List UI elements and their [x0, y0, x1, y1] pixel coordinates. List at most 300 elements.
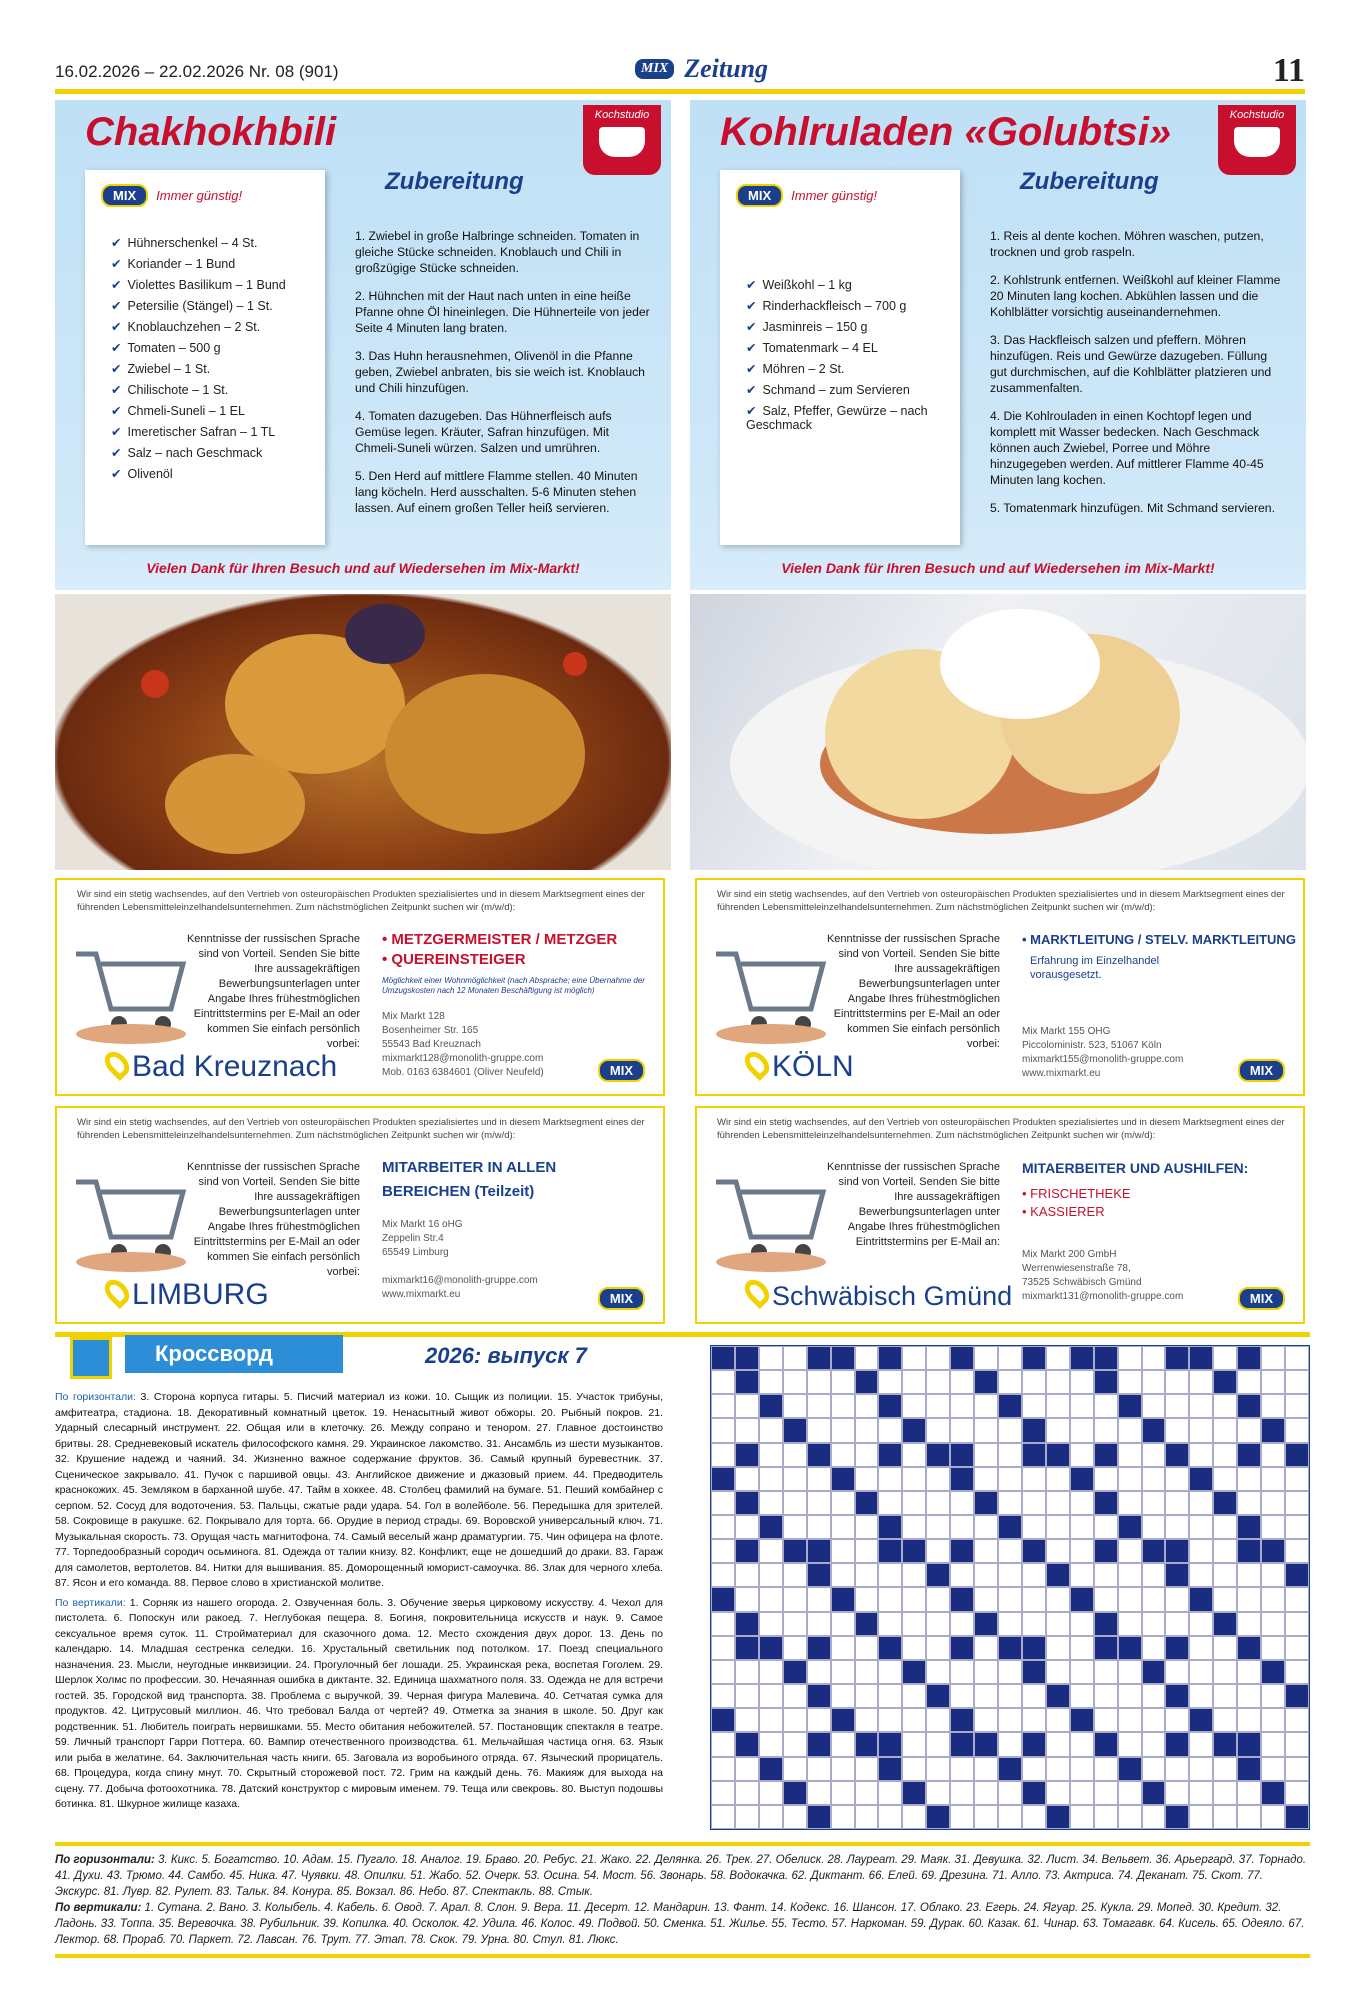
crossword-cell[interactable] — [998, 1587, 1022, 1611]
crossword-cell[interactable] — [711, 1660, 735, 1684]
crossword-cell[interactable] — [1165, 1660, 1189, 1684]
crossword-cell[interactable] — [711, 1805, 735, 1829]
crossword-cell[interactable] — [807, 1636, 831, 1660]
crossword-cell[interactable] — [998, 1443, 1022, 1467]
crossword-cell[interactable] — [735, 1612, 759, 1636]
crossword-cell[interactable] — [1189, 1370, 1213, 1394]
crossword-cell[interactable] — [807, 1612, 831, 1636]
crossword-cell[interactable] — [950, 1346, 974, 1370]
crossword-cell[interactable] — [759, 1394, 783, 1418]
crossword-cell[interactable] — [926, 1563, 950, 1587]
crossword-cell[interactable] — [878, 1563, 902, 1587]
crossword-cell[interactable] — [759, 1757, 783, 1781]
crossword-cell[interactable] — [1118, 1346, 1142, 1370]
crossword-cell[interactable] — [1237, 1346, 1261, 1370]
crossword-cell[interactable] — [1070, 1467, 1094, 1491]
crossword-cell[interactable] — [926, 1660, 950, 1684]
crossword-cell[interactable] — [974, 1636, 998, 1660]
crossword-cell[interactable] — [1285, 1684, 1309, 1708]
crossword-cell[interactable] — [759, 1491, 783, 1515]
crossword-cell[interactable] — [878, 1443, 902, 1467]
crossword-cell[interactable] — [974, 1757, 998, 1781]
crossword-cell[interactable] — [759, 1587, 783, 1611]
crossword-cell[interactable] — [783, 1467, 807, 1491]
crossword-cell[interactable] — [1189, 1418, 1213, 1442]
crossword-cell[interactable] — [1094, 1636, 1118, 1660]
crossword-cell[interactable] — [902, 1443, 926, 1467]
crossword-cell[interactable] — [855, 1370, 879, 1394]
crossword-cell[interactable] — [1189, 1684, 1213, 1708]
crossword-cell[interactable] — [1118, 1467, 1142, 1491]
crossword-cell[interactable] — [926, 1805, 950, 1829]
crossword-cell[interactable] — [1237, 1636, 1261, 1660]
crossword-cell[interactable] — [1189, 1394, 1213, 1418]
crossword-cell[interactable] — [1189, 1587, 1213, 1611]
crossword-cell[interactable] — [807, 1515, 831, 1539]
crossword-cell[interactable] — [902, 1805, 926, 1829]
crossword-cell[interactable] — [711, 1370, 735, 1394]
crossword-cell[interactable] — [1094, 1467, 1118, 1491]
crossword-cell[interactable] — [711, 1539, 735, 1563]
crossword-cell[interactable] — [831, 1370, 855, 1394]
crossword-cell[interactable] — [1118, 1781, 1142, 1805]
crossword-cell[interactable] — [1189, 1708, 1213, 1732]
crossword-cell[interactable] — [950, 1757, 974, 1781]
crossword-cell[interactable] — [878, 1418, 902, 1442]
crossword-cell[interactable] — [878, 1491, 902, 1515]
crossword-cell[interactable] — [974, 1612, 998, 1636]
crossword-cell[interactable] — [950, 1587, 974, 1611]
crossword-cell[interactable] — [1285, 1491, 1309, 1515]
crossword-cell[interactable] — [1142, 1394, 1166, 1418]
crossword-cell[interactable] — [1261, 1394, 1285, 1418]
crossword-cell[interactable] — [1189, 1539, 1213, 1563]
crossword-cell[interactable] — [1118, 1660, 1142, 1684]
crossword-cell[interactable] — [1189, 1612, 1213, 1636]
crossword-cell[interactable] — [1213, 1491, 1237, 1515]
crossword-cell[interactable] — [807, 1346, 831, 1370]
crossword-cell[interactable] — [1046, 1708, 1070, 1732]
crossword-cell[interactable] — [1237, 1757, 1261, 1781]
crossword-cell[interactable] — [926, 1370, 950, 1394]
crossword-cell[interactable] — [1142, 1370, 1166, 1394]
crossword-cell[interactable] — [1046, 1443, 1070, 1467]
crossword-cell[interactable] — [783, 1684, 807, 1708]
crossword-cell[interactable] — [1046, 1757, 1070, 1781]
crossword-cell[interactable] — [1285, 1394, 1309, 1418]
crossword-cell[interactable] — [1094, 1781, 1118, 1805]
crossword-cell[interactable] — [783, 1418, 807, 1442]
crossword-cell[interactable] — [998, 1346, 1022, 1370]
crossword-cell[interactable] — [711, 1684, 735, 1708]
crossword-cell[interactable] — [783, 1660, 807, 1684]
crossword-cell[interactable] — [998, 1757, 1022, 1781]
crossword-cell[interactable] — [1118, 1443, 1142, 1467]
crossword-cell[interactable] — [1213, 1805, 1237, 1829]
crossword-cell[interactable] — [1070, 1539, 1094, 1563]
crossword-cell[interactable] — [1165, 1394, 1189, 1418]
crossword-cell[interactable] — [974, 1732, 998, 1756]
crossword-cell[interactable] — [902, 1732, 926, 1756]
crossword-cell[interactable] — [1165, 1418, 1189, 1442]
crossword-cell[interactable] — [1070, 1612, 1094, 1636]
crossword-cell[interactable] — [759, 1467, 783, 1491]
crossword-cell[interactable] — [807, 1708, 831, 1732]
crossword-cell[interactable] — [998, 1418, 1022, 1442]
crossword-cell[interactable] — [711, 1394, 735, 1418]
crossword-cell[interactable] — [878, 1757, 902, 1781]
crossword-cell[interactable] — [1046, 1684, 1070, 1708]
crossword-cell[interactable] — [735, 1515, 759, 1539]
crossword-cell[interactable] — [711, 1563, 735, 1587]
crossword-cell[interactable] — [855, 1684, 879, 1708]
crossword-cell[interactable] — [855, 1612, 879, 1636]
crossword-cell[interactable] — [1285, 1612, 1309, 1636]
crossword-cell[interactable] — [783, 1636, 807, 1660]
crossword-cell[interactable] — [1285, 1467, 1309, 1491]
crossword-cell[interactable] — [1237, 1563, 1261, 1587]
crossword-cell[interactable] — [1094, 1660, 1118, 1684]
crossword-cell[interactable] — [831, 1612, 855, 1636]
crossword-cell[interactable] — [735, 1708, 759, 1732]
crossword-cell[interactable] — [1213, 1370, 1237, 1394]
crossword-cell[interactable] — [807, 1563, 831, 1587]
crossword-cell[interactable] — [1046, 1394, 1070, 1418]
crossword-cell[interactable] — [759, 1708, 783, 1732]
crossword-cell[interactable] — [902, 1684, 926, 1708]
crossword-cell[interactable] — [1261, 1587, 1285, 1611]
crossword-cell[interactable] — [1118, 1612, 1142, 1636]
crossword-cell[interactable] — [1070, 1732, 1094, 1756]
crossword-cell[interactable] — [878, 1612, 902, 1636]
crossword-cell[interactable] — [1261, 1732, 1285, 1756]
crossword-cell[interactable] — [974, 1467, 998, 1491]
crossword-cell[interactable] — [759, 1781, 783, 1805]
crossword-cell[interactable] — [1094, 1539, 1118, 1563]
crossword-cell[interactable] — [783, 1394, 807, 1418]
crossword-cell[interactable] — [711, 1612, 735, 1636]
crossword-cell[interactable] — [1165, 1757, 1189, 1781]
crossword-cell[interactable] — [1213, 1418, 1237, 1442]
crossword-cell[interactable] — [974, 1515, 998, 1539]
crossword-cell[interactable] — [1118, 1515, 1142, 1539]
crossword-cell[interactable] — [807, 1418, 831, 1442]
crossword-cell[interactable] — [1165, 1684, 1189, 1708]
crossword-cell[interactable] — [878, 1515, 902, 1539]
crossword-cell[interactable] — [759, 1443, 783, 1467]
crossword-cell[interactable] — [1142, 1732, 1166, 1756]
crossword-cell[interactable] — [1285, 1539, 1309, 1563]
crossword-cell[interactable] — [926, 1587, 950, 1611]
crossword-cell[interactable] — [735, 1757, 759, 1781]
crossword-cell[interactable] — [926, 1636, 950, 1660]
crossword-cell[interactable] — [998, 1539, 1022, 1563]
crossword-cell[interactable] — [1189, 1805, 1213, 1829]
crossword-cell[interactable] — [1118, 1587, 1142, 1611]
crossword-cell[interactable] — [902, 1587, 926, 1611]
crossword-cell[interactable] — [878, 1684, 902, 1708]
crossword-cell[interactable] — [974, 1587, 998, 1611]
crossword-cell[interactable] — [807, 1491, 831, 1515]
crossword-cell[interactable] — [1261, 1805, 1285, 1829]
crossword-cell[interactable] — [1165, 1563, 1189, 1587]
crossword-cell[interactable] — [855, 1757, 879, 1781]
crossword-cell[interactable] — [1189, 1467, 1213, 1491]
crossword-cell[interactable] — [1142, 1539, 1166, 1563]
crossword-cell[interactable] — [950, 1781, 974, 1805]
crossword-cell[interactable] — [759, 1636, 783, 1660]
crossword-cell[interactable] — [1261, 1515, 1285, 1539]
crossword-cell[interactable] — [711, 1757, 735, 1781]
crossword-cell[interactable] — [1213, 1660, 1237, 1684]
crossword-cell[interactable] — [902, 1660, 926, 1684]
crossword-cell[interactable] — [1142, 1491, 1166, 1515]
crossword-cell[interactable] — [974, 1708, 998, 1732]
crossword-cell[interactable] — [1261, 1443, 1285, 1467]
crossword-cell[interactable] — [735, 1636, 759, 1660]
crossword-cell[interactable] — [855, 1660, 879, 1684]
crossword-cell[interactable] — [1261, 1781, 1285, 1805]
crossword-cell[interactable] — [902, 1636, 926, 1660]
crossword-cell[interactable] — [1165, 1636, 1189, 1660]
crossword-cell[interactable] — [1118, 1636, 1142, 1660]
crossword-cell[interactable] — [902, 1418, 926, 1442]
crossword-cell[interactable] — [831, 1757, 855, 1781]
crossword-cell[interactable] — [902, 1781, 926, 1805]
crossword-cell[interactable] — [1142, 1612, 1166, 1636]
crossword-cell[interactable] — [1094, 1515, 1118, 1539]
crossword-cell[interactable] — [807, 1684, 831, 1708]
crossword-cell[interactable] — [1237, 1732, 1261, 1756]
crossword-cell[interactable] — [855, 1732, 879, 1756]
crossword-cell[interactable] — [974, 1684, 998, 1708]
crossword-cell[interactable] — [855, 1587, 879, 1611]
crossword-cell[interactable] — [1070, 1660, 1094, 1684]
crossword-cell[interactable] — [902, 1515, 926, 1539]
crossword-cell[interactable] — [1213, 1563, 1237, 1587]
crossword-cell[interactable] — [1237, 1781, 1261, 1805]
crossword-cell[interactable] — [1165, 1732, 1189, 1756]
crossword-cell[interactable] — [1094, 1346, 1118, 1370]
crossword-cell[interactable] — [807, 1443, 831, 1467]
crossword-cell[interactable] — [735, 1467, 759, 1491]
crossword-cell[interactable] — [807, 1539, 831, 1563]
crossword-cell[interactable] — [998, 1781, 1022, 1805]
crossword-cell[interactable] — [926, 1612, 950, 1636]
crossword-cell[interactable] — [1285, 1805, 1309, 1829]
crossword-cell[interactable] — [1237, 1660, 1261, 1684]
crossword-cell[interactable] — [1046, 1781, 1070, 1805]
crossword-cell[interactable] — [759, 1805, 783, 1829]
crossword-cell[interactable] — [1285, 1515, 1309, 1539]
crossword-cell[interactable] — [1237, 1467, 1261, 1491]
crossword-cell[interactable] — [950, 1660, 974, 1684]
crossword-cell[interactable] — [1070, 1346, 1094, 1370]
crossword-cell[interactable] — [1261, 1491, 1285, 1515]
crossword-cell[interactable] — [1142, 1781, 1166, 1805]
crossword-cell[interactable] — [711, 1467, 735, 1491]
crossword-cell[interactable] — [711, 1443, 735, 1467]
crossword-cell[interactable] — [783, 1370, 807, 1394]
crossword-cell[interactable] — [711, 1346, 735, 1370]
crossword-cell[interactable] — [759, 1539, 783, 1563]
crossword-cell[interactable] — [1094, 1491, 1118, 1515]
crossword-cell[interactable] — [735, 1346, 759, 1370]
crossword-cell[interactable] — [878, 1636, 902, 1660]
crossword-cell[interactable] — [1285, 1443, 1309, 1467]
crossword-cell[interactable] — [1046, 1636, 1070, 1660]
crossword-cell[interactable] — [1118, 1708, 1142, 1732]
crossword-cell[interactable] — [759, 1732, 783, 1756]
crossword-cell[interactable] — [711, 1587, 735, 1611]
crossword-cell[interactable] — [1070, 1394, 1094, 1418]
crossword-cell[interactable] — [950, 1491, 974, 1515]
crossword-cell[interactable] — [1046, 1587, 1070, 1611]
crossword-cell[interactable] — [878, 1539, 902, 1563]
crossword-cell[interactable] — [1070, 1443, 1094, 1467]
crossword-cell[interactable] — [902, 1539, 926, 1563]
crossword-cell[interactable] — [998, 1708, 1022, 1732]
crossword-cell[interactable] — [1046, 1660, 1070, 1684]
crossword-cell[interactable] — [1142, 1805, 1166, 1829]
crossword-cell[interactable] — [711, 1491, 735, 1515]
crossword-cell[interactable] — [1022, 1539, 1046, 1563]
crossword-cell[interactable] — [1237, 1418, 1261, 1442]
crossword-cell[interactable] — [855, 1539, 879, 1563]
crossword-cell[interactable] — [1022, 1781, 1046, 1805]
crossword-cell[interactable] — [1285, 1563, 1309, 1587]
crossword-cell[interactable] — [950, 1515, 974, 1539]
crossword-cell[interactable] — [974, 1660, 998, 1684]
crossword-cell[interactable] — [1189, 1732, 1213, 1756]
crossword-cell[interactable] — [1022, 1418, 1046, 1442]
crossword-cell[interactable] — [926, 1443, 950, 1467]
crossword-cell[interactable] — [1261, 1418, 1285, 1442]
crossword-cell[interactable] — [974, 1805, 998, 1829]
crossword-cell[interactable] — [1189, 1563, 1213, 1587]
crossword-cell[interactable] — [1165, 1467, 1189, 1491]
crossword-cell[interactable] — [783, 1491, 807, 1515]
crossword-cell[interactable] — [831, 1418, 855, 1442]
crossword-cell[interactable] — [1237, 1708, 1261, 1732]
crossword-cell[interactable] — [1237, 1587, 1261, 1611]
crossword-cell[interactable] — [878, 1660, 902, 1684]
crossword-cell[interactable] — [1261, 1660, 1285, 1684]
crossword-cell[interactable] — [711, 1781, 735, 1805]
crossword-cell[interactable] — [1213, 1684, 1237, 1708]
crossword-cell[interactable] — [878, 1708, 902, 1732]
crossword-cell[interactable] — [735, 1684, 759, 1708]
crossword-cell[interactable] — [1118, 1370, 1142, 1394]
crossword-cell[interactable] — [1237, 1370, 1261, 1394]
crossword-cell[interactable] — [950, 1418, 974, 1442]
crossword-cell[interactable] — [974, 1394, 998, 1418]
crossword-cell[interactable] — [1165, 1491, 1189, 1515]
crossword-cell[interactable] — [1118, 1563, 1142, 1587]
crossword-cell[interactable] — [974, 1370, 998, 1394]
crossword-cell[interactable] — [711, 1418, 735, 1442]
crossword-cell[interactable] — [735, 1587, 759, 1611]
crossword-cell[interactable] — [950, 1805, 974, 1829]
crossword-cell[interactable] — [1237, 1515, 1261, 1539]
crossword-cell[interactable] — [1022, 1757, 1046, 1781]
crossword-cell[interactable] — [831, 1708, 855, 1732]
crossword-cell[interactable] — [950, 1539, 974, 1563]
crossword-cell[interactable] — [831, 1636, 855, 1660]
crossword-cell[interactable] — [974, 1781, 998, 1805]
crossword-cell[interactable] — [1094, 1370, 1118, 1394]
crossword-cell[interactable] — [1165, 1443, 1189, 1467]
crossword-cell[interactable] — [783, 1781, 807, 1805]
crossword-cell[interactable] — [735, 1418, 759, 1442]
crossword-cell[interactable] — [950, 1732, 974, 1756]
crossword-cell[interactable] — [855, 1563, 879, 1587]
crossword-cell[interactable] — [855, 1443, 879, 1467]
crossword-cell[interactable] — [950, 1370, 974, 1394]
crossword-cell[interactable] — [1046, 1732, 1070, 1756]
crossword-cell[interactable] — [1022, 1805, 1046, 1829]
crossword-cell[interactable] — [855, 1491, 879, 1515]
crossword-cell[interactable] — [998, 1370, 1022, 1394]
crossword-cell[interactable] — [1213, 1636, 1237, 1660]
crossword-cell[interactable] — [1094, 1612, 1118, 1636]
crossword-cell[interactable] — [1118, 1539, 1142, 1563]
crossword-cell[interactable] — [831, 1732, 855, 1756]
crossword-cell[interactable] — [1285, 1636, 1309, 1660]
crossword-cell[interactable] — [783, 1587, 807, 1611]
crossword-cell[interactable] — [878, 1346, 902, 1370]
crossword-cell[interactable] — [998, 1636, 1022, 1660]
crossword-cell[interactable] — [1189, 1515, 1213, 1539]
crossword-cell[interactable] — [902, 1491, 926, 1515]
crossword-cell[interactable] — [783, 1539, 807, 1563]
crossword-cell[interactable] — [831, 1684, 855, 1708]
crossword-cell[interactable] — [1094, 1684, 1118, 1708]
crossword-cell[interactable] — [998, 1563, 1022, 1587]
crossword-cell[interactable] — [1165, 1805, 1189, 1829]
crossword-cell[interactable] — [1189, 1491, 1213, 1515]
crossword-cell[interactable] — [998, 1394, 1022, 1418]
crossword-cell[interactable] — [1070, 1563, 1094, 1587]
crossword-cell[interactable] — [902, 1757, 926, 1781]
crossword-cell[interactable] — [759, 1418, 783, 1442]
crossword-cell[interactable] — [1094, 1418, 1118, 1442]
crossword-cell[interactable] — [950, 1394, 974, 1418]
crossword-cell[interactable] — [1142, 1684, 1166, 1708]
crossword-cell[interactable] — [1285, 1757, 1309, 1781]
crossword-cell[interactable] — [998, 1491, 1022, 1515]
crossword-cell[interactable] — [711, 1636, 735, 1660]
crossword-cell[interactable] — [1022, 1491, 1046, 1515]
crossword-cell[interactable] — [1261, 1467, 1285, 1491]
crossword-cell[interactable] — [878, 1467, 902, 1491]
crossword-cell[interactable] — [1189, 1757, 1213, 1781]
crossword-cell[interactable] — [783, 1732, 807, 1756]
crossword-cell[interactable] — [855, 1805, 879, 1829]
crossword-cell[interactable] — [950, 1563, 974, 1587]
crossword-cell[interactable] — [1046, 1467, 1070, 1491]
crossword-cell[interactable] — [1285, 1708, 1309, 1732]
crossword-cell[interactable] — [783, 1612, 807, 1636]
crossword-cell[interactable] — [1213, 1732, 1237, 1756]
crossword-cell[interactable] — [1070, 1370, 1094, 1394]
crossword-cell[interactable] — [1261, 1370, 1285, 1394]
crossword-cell[interactable] — [855, 1781, 879, 1805]
crossword-cell[interactable] — [855, 1394, 879, 1418]
crossword-cell[interactable] — [1213, 1346, 1237, 1370]
crossword-cell[interactable] — [926, 1757, 950, 1781]
crossword-cell[interactable] — [735, 1660, 759, 1684]
